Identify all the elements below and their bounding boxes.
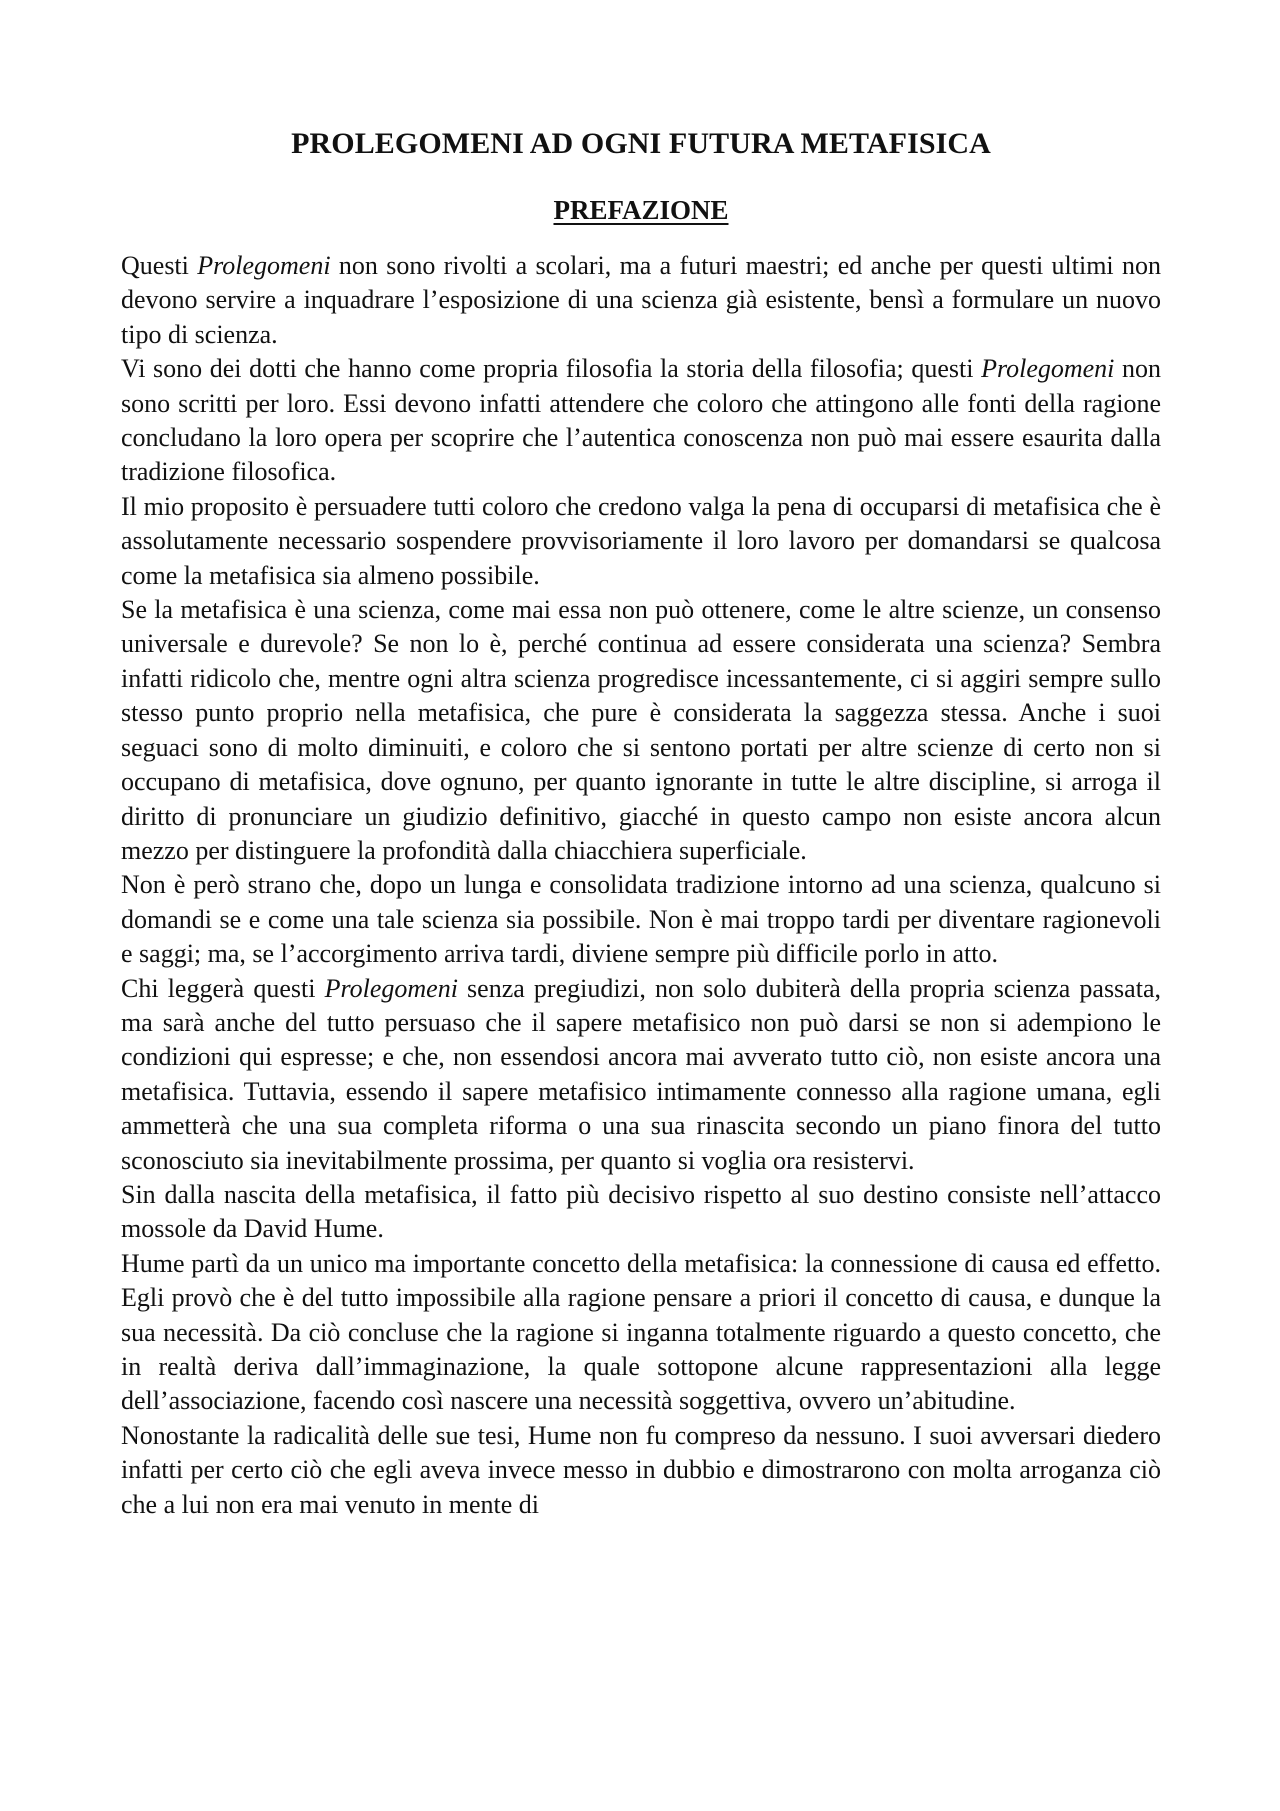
paragraph-6-text-b: senza pregiudizi, non solo dubiterà della propria scienza passata, ma sarà anche del tutto persuaso che il sapere metafisico non può darsi se non si adempiono le condizioni qui espresse; e che, non essendosi ancora mai avverato tutto ciò, non esiste ancora una metafisica. Tuttavia, essendo il sapere metafisico intimamente connesso alla ragione umana, egli ammetterà che una sua completa riforma o una sua rinascita secondo un piano finora del tutto sconosciuto sia inevitabilmente prossima, per quanto si voglia ora resistervi. [121,973,1161,1175]
paragraph-8: Hume partì da un unico ma importante concetto della metafisica: la connessione di causa ed effetto. Egli provò che è del tutto impossibile alla ragione pensare a priori il concetto di causa, e dunque la sua necessità. Da ciò concluse che la ragione si inganna totalmente riguardo a questo concetto, che in realtà deriva dall’immaginazione, la quale sottopone alcune rappresentazioni alla legge dell’associazione, facendo così nascere una necessità soggettiva, ovvero un’abitudine. [121,1248,1161,1416]
paragraph-1 [121,249,1161,352]
paragraph-6 [121,972,1161,1178]
paragraph-6-text-a: Chi leggerà questi [121,973,325,1003]
body-text [121,249,1161,1522]
paragraph-1-text-b: non sono rivolti a scolari, ma a futuri maestri; ed anche per questi ultimi non devono servire a inquadrare l’esposizione di una scienza già esistente, bensì a formulare un nuovo tipo di scienza. [121,251,1161,349]
paragraph-6-italic-title: Prolegomeni [324,973,458,1003]
paragraph-7: Sin dalla nascita della metafisica, il fatto più decisivo rispetto al suo destino consiste nell’attacco mossole da David Hume. [121,1179,1161,1244]
paragraph-2 [121,352,1161,490]
paragraph-2-text-a: Vi sono dei dotti che hanno come propria filosofia la storia della filosofia; questi [121,354,982,384]
paragraph-9: Nonostante la radicalità delle sue tesi, Hume non fu compreso da nessuno. I suoi avversari diedero infatti per certo ciò che egli aveva invece messo in dubbio e dimostrarono con molta arroganza ciò che a lui non era mai venuto in mente di [121,1420,1161,1519]
paragraph-1-italic-title: Prolegomeni [197,251,331,280]
section-title: PREFAZIONE [553,195,729,225]
paragraph-5: Non è però strano che, dopo un lunga e consolidata tradizione intorno ad una scienza, qualcuno si domandi se e come una tale scienza sia possibile. Non è mai troppo tardi per diventare ragionevoli e saggi; ma, se l’accorgimento arriva tardi, diviene sempre più difficile porlo in atto. [121,870,1161,969]
paragraph-3: Il mio proposito è persuadere tutti coloro che credono valga la pena di occuparsi di metafisica che è assolutamente necessario sospendere provvisoriamente il loro lavoro per domandarsi se qualcosa come la metafisica sia almeno possibile. [121,491,1161,590]
paragraph-2-italic-title: Prolegomeni [981,354,1115,384]
paragraph-2-text-b: non sono scritti per loro. Essi devono infatti attendere che coloro che attingono alle fonti della ragione concludano la loro opera per scoprire che l’autentica conoscenza non può mai essere esaurita dalla tradizione filosofica. [121,354,1162,487]
document-title: PROLEGOMENI AD OGNI FUTURA METAFISICA [291,127,991,160]
paragraph-1-text-a: Questi [121,251,198,280]
paragraph-4: Se la metafisica è una scienza, come mai essa non può ottenere, come le altre scienze, un consenso universale e durevole? Se non lo è, perché continua ad essere considerata una scienza? Sembra infatti ridicolo che, mentre ogni altra scienza progredisce incessantemente, ci si aggiri sempre sullo stesso punto proprio nella metafisica, che pure è considerata la saggezza stessa. Anche i suoi seguaci sono di molto diminuiti, e coloro che si sentono portati per altre scienze di certo non si occupano di metafisica, dove ognuno, per quanto ignorante in tutte le altre discipline, si arroga il diritto di pronunciare un giudizio definitivo, giacché in questo campo non esiste ancora alcun mezzo per distinguere la profondità dalla chiacchiera superficiale. [121,595,1161,865]
